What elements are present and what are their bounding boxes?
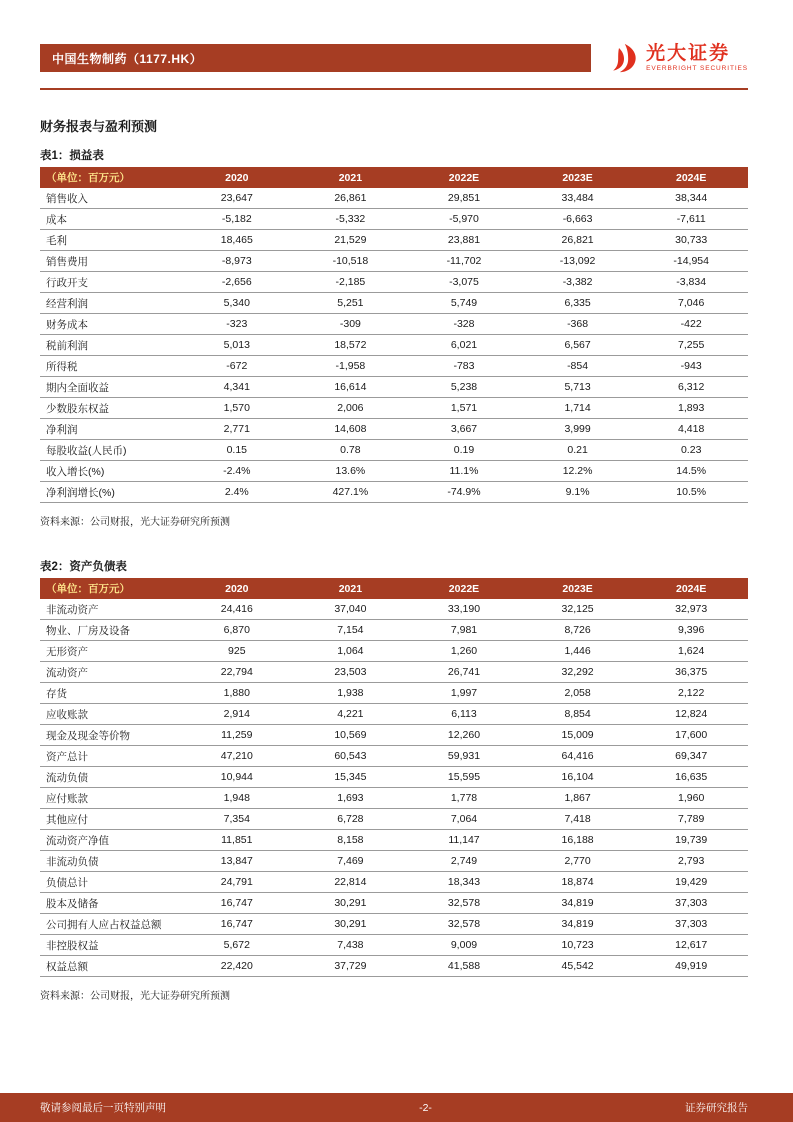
cell-value: 37,303 bbox=[634, 914, 748, 935]
footer-disclaimer: 敬请参阅最后一页特别声明 bbox=[40, 1102, 166, 1114]
cell-value: 69,347 bbox=[634, 746, 748, 767]
table-row bbox=[40, 872, 748, 893]
row-label: 流动资产 bbox=[40, 662, 180, 683]
cell-value: 18,465 bbox=[180, 230, 294, 251]
cell-value: 14,608 bbox=[294, 419, 408, 440]
cell-value: -2.4% bbox=[180, 461, 294, 482]
cell-value: 2,006 bbox=[294, 398, 408, 419]
income-statement-block bbox=[40, 147, 748, 528]
cell-value: 427.1% bbox=[294, 482, 408, 503]
cell-value: 7,418 bbox=[521, 809, 635, 830]
row-label: 非流动资产 bbox=[40, 599, 180, 620]
cell-value: 0.15 bbox=[180, 440, 294, 461]
cell-value: 8,854 bbox=[521, 704, 635, 725]
brand-subtitle: EVERBRIGHT SECURITIES bbox=[646, 65, 748, 72]
cell-value: 5,749 bbox=[407, 293, 521, 314]
cell-value: 47,210 bbox=[180, 746, 294, 767]
year-column-header: 2022E bbox=[407, 578, 521, 599]
page-number: -2- bbox=[419, 1101, 432, 1114]
cell-value: 22,420 bbox=[180, 956, 294, 977]
cell-value: 1,570 bbox=[180, 398, 294, 419]
row-label: 销售收入 bbox=[40, 188, 180, 209]
brand-text-block bbox=[646, 44, 748, 72]
cell-value: 11,147 bbox=[407, 830, 521, 851]
cell-value: 3,999 bbox=[521, 419, 635, 440]
cell-value: 24,791 bbox=[180, 872, 294, 893]
row-label: 每股收益(人民币) bbox=[40, 440, 180, 461]
cell-value: 34,819 bbox=[521, 893, 635, 914]
cell-value: 6,567 bbox=[521, 335, 635, 356]
cell-value: 26,861 bbox=[294, 188, 408, 209]
cell-value: -323 bbox=[180, 314, 294, 335]
cell-value: 1,624 bbox=[634, 641, 748, 662]
cell-value: -13,092 bbox=[521, 251, 635, 272]
cell-value: -2,656 bbox=[180, 272, 294, 293]
cell-value: 30,291 bbox=[294, 914, 408, 935]
cell-value: 9.1% bbox=[521, 482, 635, 503]
cell-value: -943 bbox=[634, 356, 748, 377]
cell-value: 38,344 bbox=[634, 188, 748, 209]
cell-value: 12.2% bbox=[521, 461, 635, 482]
cell-value: 14.5% bbox=[634, 461, 748, 482]
cell-value: 2,122 bbox=[634, 683, 748, 704]
section-title: 财务报表与盈利预测 bbox=[40, 119, 158, 134]
cell-value: 1,938 bbox=[294, 683, 408, 704]
cell-value: 7,064 bbox=[407, 809, 521, 830]
table-caption-balance: 表2：资产负债表 bbox=[40, 561, 127, 573]
cell-value: 9,009 bbox=[407, 935, 521, 956]
table-row bbox=[40, 788, 748, 809]
cell-value: 0.23 bbox=[634, 440, 748, 461]
row-label: 销售费用 bbox=[40, 251, 180, 272]
table-header-row bbox=[40, 167, 748, 188]
cell-value: -5,970 bbox=[407, 209, 521, 230]
cell-value: 13,847 bbox=[180, 851, 294, 872]
cell-value: 16,747 bbox=[180, 893, 294, 914]
table-row bbox=[40, 830, 748, 851]
cell-value: 1,693 bbox=[294, 788, 408, 809]
year-column-header: 2022E bbox=[407, 167, 521, 188]
cell-value: 2,914 bbox=[180, 704, 294, 725]
cell-value: -5,182 bbox=[180, 209, 294, 230]
cell-value: 0.19 bbox=[407, 440, 521, 461]
cell-value: 18,343 bbox=[407, 872, 521, 893]
cell-value: -309 bbox=[294, 314, 408, 335]
cell-value: 1,714 bbox=[521, 398, 635, 419]
cell-value: 6,728 bbox=[294, 809, 408, 830]
cell-value: 10,723 bbox=[521, 935, 635, 956]
cell-value: 5,238 bbox=[407, 377, 521, 398]
cell-value: 3,667 bbox=[407, 419, 521, 440]
cell-value: -783 bbox=[407, 356, 521, 377]
balance-sheet-table bbox=[40, 578, 748, 977]
cell-value: 45,542 bbox=[521, 956, 635, 977]
table-row bbox=[40, 398, 748, 419]
cell-value: -10,518 bbox=[294, 251, 408, 272]
cell-value: 9,396 bbox=[634, 620, 748, 641]
cell-value: 1,064 bbox=[294, 641, 408, 662]
report-header bbox=[0, 0, 793, 74]
year-column-header: 2020 bbox=[180, 578, 294, 599]
row-label: 物业、厂房及设备 bbox=[40, 620, 180, 641]
cell-value: 24,416 bbox=[180, 599, 294, 620]
row-label: 净利润 bbox=[40, 419, 180, 440]
table-row bbox=[40, 377, 748, 398]
cell-value: 29,851 bbox=[407, 188, 521, 209]
cell-value: 15,009 bbox=[521, 725, 635, 746]
cell-value: 1,778 bbox=[407, 788, 521, 809]
year-column-header: 2024E bbox=[634, 578, 748, 599]
cell-value: -854 bbox=[521, 356, 635, 377]
cell-value: 7,046 bbox=[634, 293, 748, 314]
cell-value: 32,125 bbox=[521, 599, 635, 620]
table-row bbox=[40, 356, 748, 377]
cell-value: -14,954 bbox=[634, 251, 748, 272]
table-row bbox=[40, 209, 748, 230]
cell-value: 2,770 bbox=[521, 851, 635, 872]
cell-value: -7,611 bbox=[634, 209, 748, 230]
brand-logo bbox=[609, 42, 748, 74]
unit-label: （单位：百万元） bbox=[40, 578, 180, 599]
cell-value: 7,255 bbox=[634, 335, 748, 356]
cell-value: 23,647 bbox=[180, 188, 294, 209]
table-row bbox=[40, 641, 748, 662]
report-title-bar bbox=[40, 44, 591, 72]
page-content bbox=[0, 116, 793, 1002]
cell-value: 1,893 bbox=[634, 398, 748, 419]
cell-value: 22,814 bbox=[294, 872, 408, 893]
cell-value: 7,354 bbox=[180, 809, 294, 830]
cell-value: 17,600 bbox=[634, 725, 748, 746]
table-row bbox=[40, 293, 748, 314]
table-row bbox=[40, 440, 748, 461]
cell-value: 16,747 bbox=[180, 914, 294, 935]
cell-value: 1,997 bbox=[407, 683, 521, 704]
table-row bbox=[40, 956, 748, 977]
cell-value: 4,221 bbox=[294, 704, 408, 725]
source-note-balance: 资料来源：公司财报，光大证券研究所预测 bbox=[40, 991, 230, 1002]
cell-value: 0.78 bbox=[294, 440, 408, 461]
cell-value: 23,881 bbox=[407, 230, 521, 251]
cell-value: 16,635 bbox=[634, 767, 748, 788]
header-divider bbox=[40, 88, 748, 90]
cell-value: -422 bbox=[634, 314, 748, 335]
row-label: 经营利润 bbox=[40, 293, 180, 314]
cell-value: 32,578 bbox=[407, 893, 521, 914]
table-row bbox=[40, 599, 748, 620]
cell-value: 32,973 bbox=[634, 599, 748, 620]
cell-value: 15,345 bbox=[294, 767, 408, 788]
table-row bbox=[40, 482, 748, 503]
table-row bbox=[40, 662, 748, 683]
cell-value: 16,188 bbox=[521, 830, 635, 851]
table-row bbox=[40, 683, 748, 704]
footer-report-type: 证券研究报告 bbox=[685, 1102, 748, 1114]
table-row bbox=[40, 251, 748, 272]
stock-title: 中国生物制药（1177.HK） bbox=[52, 51, 203, 66]
row-label: 税前利润 bbox=[40, 335, 180, 356]
cell-value: 2,058 bbox=[521, 683, 635, 704]
cell-value: -368 bbox=[521, 314, 635, 335]
row-label: 毛利 bbox=[40, 230, 180, 251]
cell-value: 30,291 bbox=[294, 893, 408, 914]
cell-value: 10.5% bbox=[634, 482, 748, 503]
cell-value: 6,312 bbox=[634, 377, 748, 398]
cell-value: 2.4% bbox=[180, 482, 294, 503]
cell-value: 8,158 bbox=[294, 830, 408, 851]
year-column-header: 2021 bbox=[294, 578, 408, 599]
table-row bbox=[40, 461, 748, 482]
table-row bbox=[40, 419, 748, 440]
cell-value: 2,771 bbox=[180, 419, 294, 440]
row-label: 成本 bbox=[40, 209, 180, 230]
cell-value: 49,919 bbox=[634, 956, 748, 977]
cell-value: 6,113 bbox=[407, 704, 521, 725]
cell-value: 7,154 bbox=[294, 620, 408, 641]
cell-value: 1,446 bbox=[521, 641, 635, 662]
cell-value: 1,960 bbox=[634, 788, 748, 809]
row-label: 期内全面收益 bbox=[40, 377, 180, 398]
cell-value: 60,543 bbox=[294, 746, 408, 767]
cell-value: 5,672 bbox=[180, 935, 294, 956]
year-column-header: 2024E bbox=[634, 167, 748, 188]
cell-value: 4,418 bbox=[634, 419, 748, 440]
row-label: 所得税 bbox=[40, 356, 180, 377]
table-row bbox=[40, 746, 748, 767]
cell-value: -3,382 bbox=[521, 272, 635, 293]
cell-value: -1,958 bbox=[294, 356, 408, 377]
cell-value: 2,749 bbox=[407, 851, 521, 872]
row-label: 其他应付 bbox=[40, 809, 180, 830]
row-label: 流动负债 bbox=[40, 767, 180, 788]
table-header-row bbox=[40, 578, 748, 599]
cell-value: 32,578 bbox=[407, 914, 521, 935]
row-label: 非控股权益 bbox=[40, 935, 180, 956]
table-row bbox=[40, 935, 748, 956]
row-label: 存货 bbox=[40, 683, 180, 704]
table-row bbox=[40, 725, 748, 746]
cell-value: 11,259 bbox=[180, 725, 294, 746]
cell-value: 1,260 bbox=[407, 641, 521, 662]
row-label: 负债总计 bbox=[40, 872, 180, 893]
income-statement-table bbox=[40, 167, 748, 503]
row-label: 流动资产净值 bbox=[40, 830, 180, 851]
cell-value: 21,529 bbox=[294, 230, 408, 251]
cell-value: 12,824 bbox=[634, 704, 748, 725]
cell-value: 7,789 bbox=[634, 809, 748, 830]
cell-value: 925 bbox=[180, 641, 294, 662]
unit-label: （单位：百万元） bbox=[40, 167, 180, 188]
cell-value: 7,438 bbox=[294, 935, 408, 956]
row-label: 股本及储备 bbox=[40, 893, 180, 914]
row-label: 财务成本 bbox=[40, 314, 180, 335]
row-label: 行政开支 bbox=[40, 272, 180, 293]
cell-value: -74.9% bbox=[407, 482, 521, 503]
table-row bbox=[40, 314, 748, 335]
cell-value: 33,190 bbox=[407, 599, 521, 620]
cell-value: 6,335 bbox=[521, 293, 635, 314]
cell-value: 7,981 bbox=[407, 620, 521, 641]
cell-value: 8,726 bbox=[521, 620, 635, 641]
cell-value: 1,880 bbox=[180, 683, 294, 704]
table-row bbox=[40, 893, 748, 914]
table-row bbox=[40, 851, 748, 872]
cell-value: -8,973 bbox=[180, 251, 294, 272]
brand-name: 光大证券 bbox=[646, 43, 731, 64]
cell-value: 41,588 bbox=[407, 956, 521, 977]
cell-value: 26,741 bbox=[407, 662, 521, 683]
cell-value: 11,851 bbox=[180, 830, 294, 851]
row-label: 应付账款 bbox=[40, 788, 180, 809]
cell-value: 2,793 bbox=[634, 851, 748, 872]
cell-value: -672 bbox=[180, 356, 294, 377]
row-label: 非流动负债 bbox=[40, 851, 180, 872]
cell-value: 18,874 bbox=[521, 872, 635, 893]
cell-value: 10,944 bbox=[180, 767, 294, 788]
cell-value: 37,303 bbox=[634, 893, 748, 914]
table-row bbox=[40, 620, 748, 641]
cell-value: 30,733 bbox=[634, 230, 748, 251]
row-label: 无形资产 bbox=[40, 641, 180, 662]
cell-value: 19,739 bbox=[634, 830, 748, 851]
cell-value: -3,834 bbox=[634, 272, 748, 293]
cell-value: 11.1% bbox=[407, 461, 521, 482]
cell-value: 37,729 bbox=[294, 956, 408, 977]
cell-value: 12,617 bbox=[634, 935, 748, 956]
cell-value: -11,702 bbox=[407, 251, 521, 272]
cell-value: 23,503 bbox=[294, 662, 408, 683]
cell-value: 6,021 bbox=[407, 335, 521, 356]
everbright-logo-icon bbox=[609, 42, 639, 74]
year-column-header: 2021 bbox=[294, 167, 408, 188]
cell-value: 4,341 bbox=[180, 377, 294, 398]
cell-value: 5,251 bbox=[294, 293, 408, 314]
balance-sheet-block bbox=[40, 558, 748, 1002]
source-note-income: 资料来源：公司财报，光大证券研究所预测 bbox=[40, 517, 230, 528]
year-column-header: 2023E bbox=[521, 167, 635, 188]
cell-value: 33,484 bbox=[521, 188, 635, 209]
cell-value: 32,292 bbox=[521, 662, 635, 683]
cell-value: 16,614 bbox=[294, 377, 408, 398]
cell-value: 18,572 bbox=[294, 335, 408, 356]
cell-value: 10,569 bbox=[294, 725, 408, 746]
cell-value: 1,571 bbox=[407, 398, 521, 419]
table-row bbox=[40, 809, 748, 830]
year-column-header: 2020 bbox=[180, 167, 294, 188]
cell-value: -5,332 bbox=[294, 209, 408, 230]
cell-value: -2,185 bbox=[294, 272, 408, 293]
table-caption-income: 表1：损益表 bbox=[40, 150, 104, 162]
cell-value: -3,075 bbox=[407, 272, 521, 293]
table-row bbox=[40, 704, 748, 725]
cell-value: 22,794 bbox=[180, 662, 294, 683]
cell-value: 1,948 bbox=[180, 788, 294, 809]
cell-value: 19,429 bbox=[634, 872, 748, 893]
cell-value: 6,870 bbox=[180, 620, 294, 641]
table-row bbox=[40, 188, 748, 209]
table-row bbox=[40, 230, 748, 251]
cell-value: 37,040 bbox=[294, 599, 408, 620]
row-label: 净利润增长(%) bbox=[40, 482, 180, 503]
cell-value: 64,416 bbox=[521, 746, 635, 767]
cell-value: 26,821 bbox=[521, 230, 635, 251]
cell-value: 15,595 bbox=[407, 767, 521, 788]
cell-value: 7,469 bbox=[294, 851, 408, 872]
table-row bbox=[40, 914, 748, 935]
cell-value: 5,013 bbox=[180, 335, 294, 356]
row-label: 少数股东权益 bbox=[40, 398, 180, 419]
cell-value: 12,260 bbox=[407, 725, 521, 746]
cell-value: 13.6% bbox=[294, 461, 408, 482]
cell-value: 36,375 bbox=[634, 662, 748, 683]
cell-value: 5,340 bbox=[180, 293, 294, 314]
row-label: 现金及现金等价物 bbox=[40, 725, 180, 746]
row-label: 收入增长(%) bbox=[40, 461, 180, 482]
cell-value: 34,819 bbox=[521, 914, 635, 935]
row-label: 应收账款 bbox=[40, 704, 180, 725]
cell-value: -6,663 bbox=[521, 209, 635, 230]
cell-value: 5,713 bbox=[521, 377, 635, 398]
cell-value: 0.21 bbox=[521, 440, 635, 461]
table-row bbox=[40, 767, 748, 788]
cell-value: -328 bbox=[407, 314, 521, 335]
table-row bbox=[40, 335, 748, 356]
row-label: 公司拥有人应占权益总额 bbox=[40, 914, 180, 935]
cell-value: 16,104 bbox=[521, 767, 635, 788]
row-label: 资产总计 bbox=[40, 746, 180, 767]
cell-value: 1,867 bbox=[521, 788, 635, 809]
year-column-header: 2023E bbox=[521, 578, 635, 599]
table-row bbox=[40, 272, 748, 293]
cell-value: 59,931 bbox=[407, 746, 521, 767]
row-label: 权益总额 bbox=[40, 956, 180, 977]
page-footer bbox=[0, 1093, 793, 1122]
